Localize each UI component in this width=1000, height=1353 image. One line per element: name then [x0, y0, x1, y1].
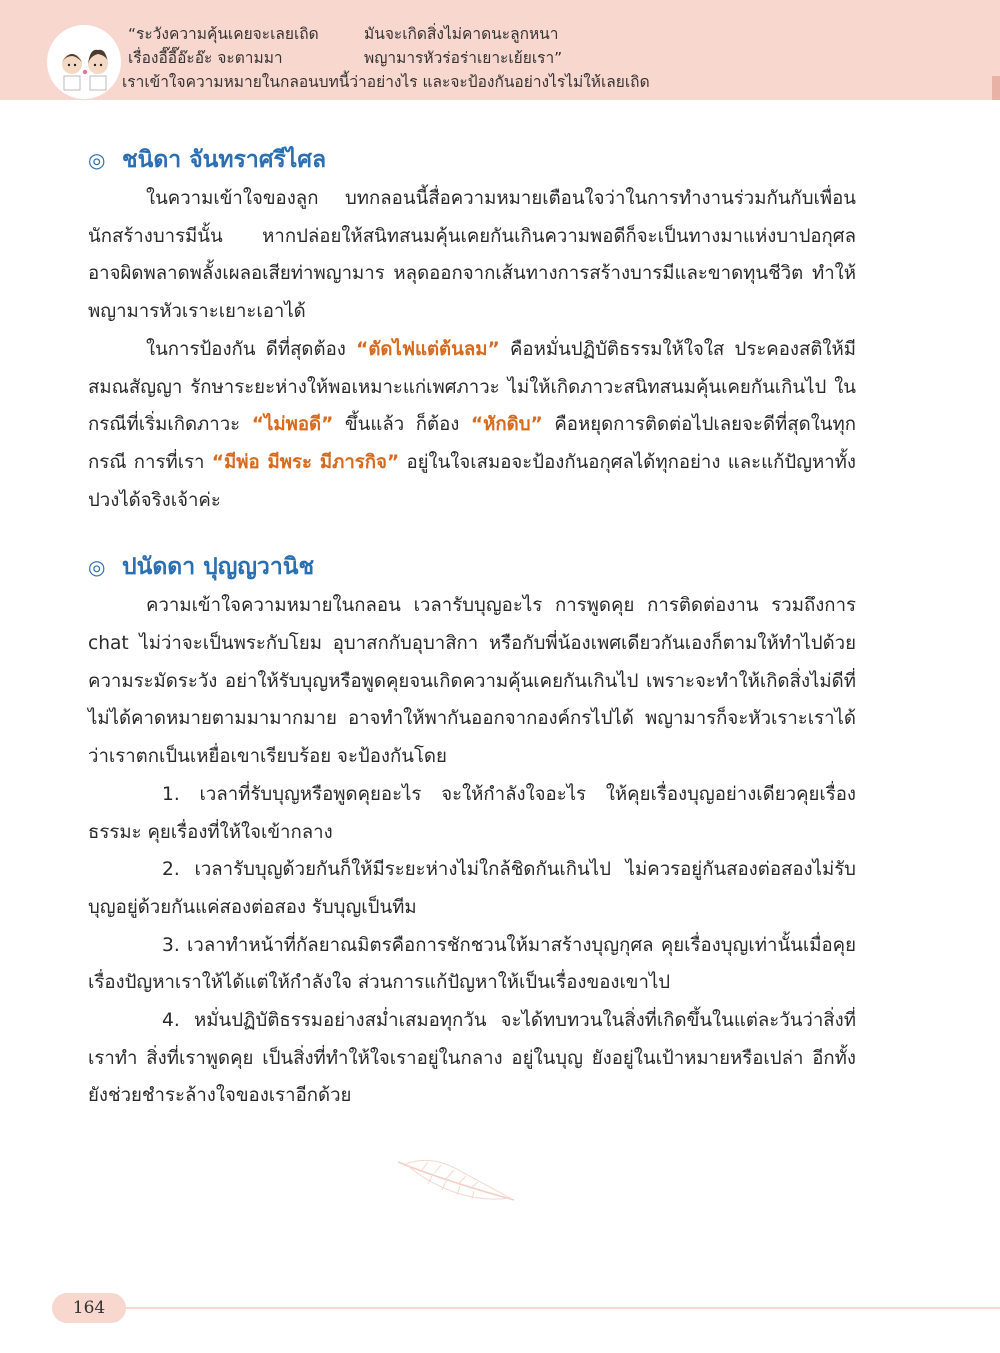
- poem-line-2-left: เรื่องอี๊อี๊อ๊ะอ๊ะ จะตามมา: [128, 49, 283, 67]
- bullet-icon: ◎: [88, 555, 106, 580]
- header-poem: [122, 22, 650, 94]
- highlight-text: “มีพ่อ มีพระ มีภารกิจ”: [211, 451, 400, 473]
- poem-line-2-right: พญามารหัวร่อร่าเยาะเย้ยเรา”: [364, 49, 563, 67]
- main-content: [88, 140, 856, 1115]
- section-title-2: [88, 547, 856, 587]
- paragraph: ความเข้าใจความหมายในกลอน เวลารับบุญอะไร การพูดคุย การติดต่องาน รวมถึงการ chat ไม่ว่าจะเป็นพระกับโยม อุบาสกกับอุบาสิกา หรือกับพี่น้องเพศเดียวกันเองก็ตามให้ทำไปด้วยความระมัดระวัง อย่าให้รับบุญหรือพูดคุยจนเกิดความคุ้นเคยกันเกินไป เพราะจะทำให้เกิดสิ่งไม่ดีที่ไม่ได้คาดหมายตามมามากมาย อาจทำให้พากันออกจากองค์กรไปได้ พญามารก็จะหัวเราะเราได้ว่าเราตกเป็นเหยื่อเขาเรียบร้อย จะป้องกันโดย: [88, 595, 856, 768]
- two-children-avatar-icon: [46, 24, 122, 100]
- page-number: 164: [72, 1298, 106, 1318]
- bullet-icon: ◎: [88, 148, 106, 172]
- poem-question: เราเข้าใจความหมายในกลอนบทนี้ว่าอย่างไร และจะป้องกันอย่างไรไม่ให้เลยเถิด: [122, 73, 650, 91]
- list-item: 1. เวลาที่รับบุญหรือพูดคุยอะไร จะให้กำลังใจอะไร ให้คุยเรื่องบุญอย่างเดียวคุยเรื่องธรรมะ คุยเรื่องที่ให้ใจเข้ากลาง: [88, 783, 856, 843]
- list-item: 4. หมั่นปฏิบัติธรรมอย่างสม่ำเสมอทุกวัน จะได้ทบทวนในสิ่งที่เกิดขึ้นในแต่ละวันว่าสิ่งที่เราทำ สิ่งที่เราพูดคุย เป็นสิ่งที่ทำให้ใจเราอยู่ในกลาง อยู่ในบุญ ยังอยู่ในเป้าหมายหรือเปล่า อีกทั้งยังช่วยชำระล้างใจของเราอีกด้วย: [88, 1010, 856, 1107]
- section-gap: [88, 519, 856, 547]
- poem-line-1-left: “ระวังความคุ้นเคยจะเลยเถิด: [128, 25, 319, 43]
- highlight-text: “หักดิบ”: [470, 414, 543, 436]
- text-span: ในการป้องกัน ดีที่สุดต้อง: [146, 338, 357, 360]
- text-span: คือหยุดการติดต่อไปเลยจะดีที่สุดในทุกกรณี การที่เรา: [88, 414, 857, 473]
- page-header: [0, 0, 1000, 100]
- paragraph: [88, 331, 856, 520]
- list-item: 2. เวลารับบุญด้วยกันก็ให้มีระยะห่างไม่ใกล้ชิดกันเกินไป ไม่ควรอยู่กันสองต่อสองไม่รับบุญอยู่ด้วยกันแค่สองต่อสอง รับบุญเป็นทีม: [88, 859, 856, 918]
- text-span: ขึ้นแล้ว ก็ต้อง: [333, 414, 471, 436]
- highlight-text: “ไม่พอดี”: [251, 414, 334, 436]
- text-span: อยู่ในใจเสมอจะป้องกันอกุศลได้ทุกอย่าง และแก้ปัญหาทั้งปวงได้จริงเจ้าค่ะ: [88, 451, 857, 511]
- poem-line-1-right: มันจะเกิดสิ่งไม่คาดนะลูกหนา: [364, 25, 559, 43]
- header-tab-marker: [992, 76, 1000, 100]
- footer-divider: [126, 1307, 1000, 1309]
- author-name: ปนัดดา ปุญญวานิช: [122, 554, 315, 581]
- highlight-text: “ตัดไฟแต่ต้นลม”: [356, 338, 500, 360]
- paragraph: ในความเข้าใจของลูก บทกลอนนี้สื่อความหมายเตือนใจว่าในการทำงานร่วมกันกับเพื่อนนักสร้างบารมีนั้น หากปล่อยให้สนิทสนมคุ้นเคยกันเกินความพอดีก็จะเป็นทางมาแห่งบาปอกุศล อาจผิดพลาดพลั้งเผลอเสียท่าพญามาร หลุดออกจากเส้นทางการสร้างบารมีและขาดทุนชีวิต ทำให้พญามารหัวเราะเยาะเอาได้: [88, 188, 856, 323]
- text-span: คือหมั่นปฏิบัติธรรมให้ใจใส ประคองสติให้มีสมณสัญญา รักษาระยะห่างให้พอเหมาะแก่เพศภาวะ ไม่ให้เกิดภาวะสนิทสนมคุ้นเคยกันเกินไป ในกรณีที่เริ่มเกิดภาวะ: [88, 338, 857, 436]
- section-title-1: [88, 140, 856, 180]
- list-item: 3. เวลาทำหน้าที่กัลยาณมิตรคือการชักชวนให้มาสร้างบุญกุศล คุยเรื่องบุญเท่านั้นเมื่อคุยเรื่องปัญหาเราให้ได้แต่ให้กำลังใจ ส่วนการแก้ปัญหาให้เป็นเรื่องของเขาไป: [88, 934, 856, 994]
- feather-ornament-icon: [392, 1150, 520, 1212]
- author-name: ชนิดา จันทราศรีไศล: [122, 147, 327, 173]
